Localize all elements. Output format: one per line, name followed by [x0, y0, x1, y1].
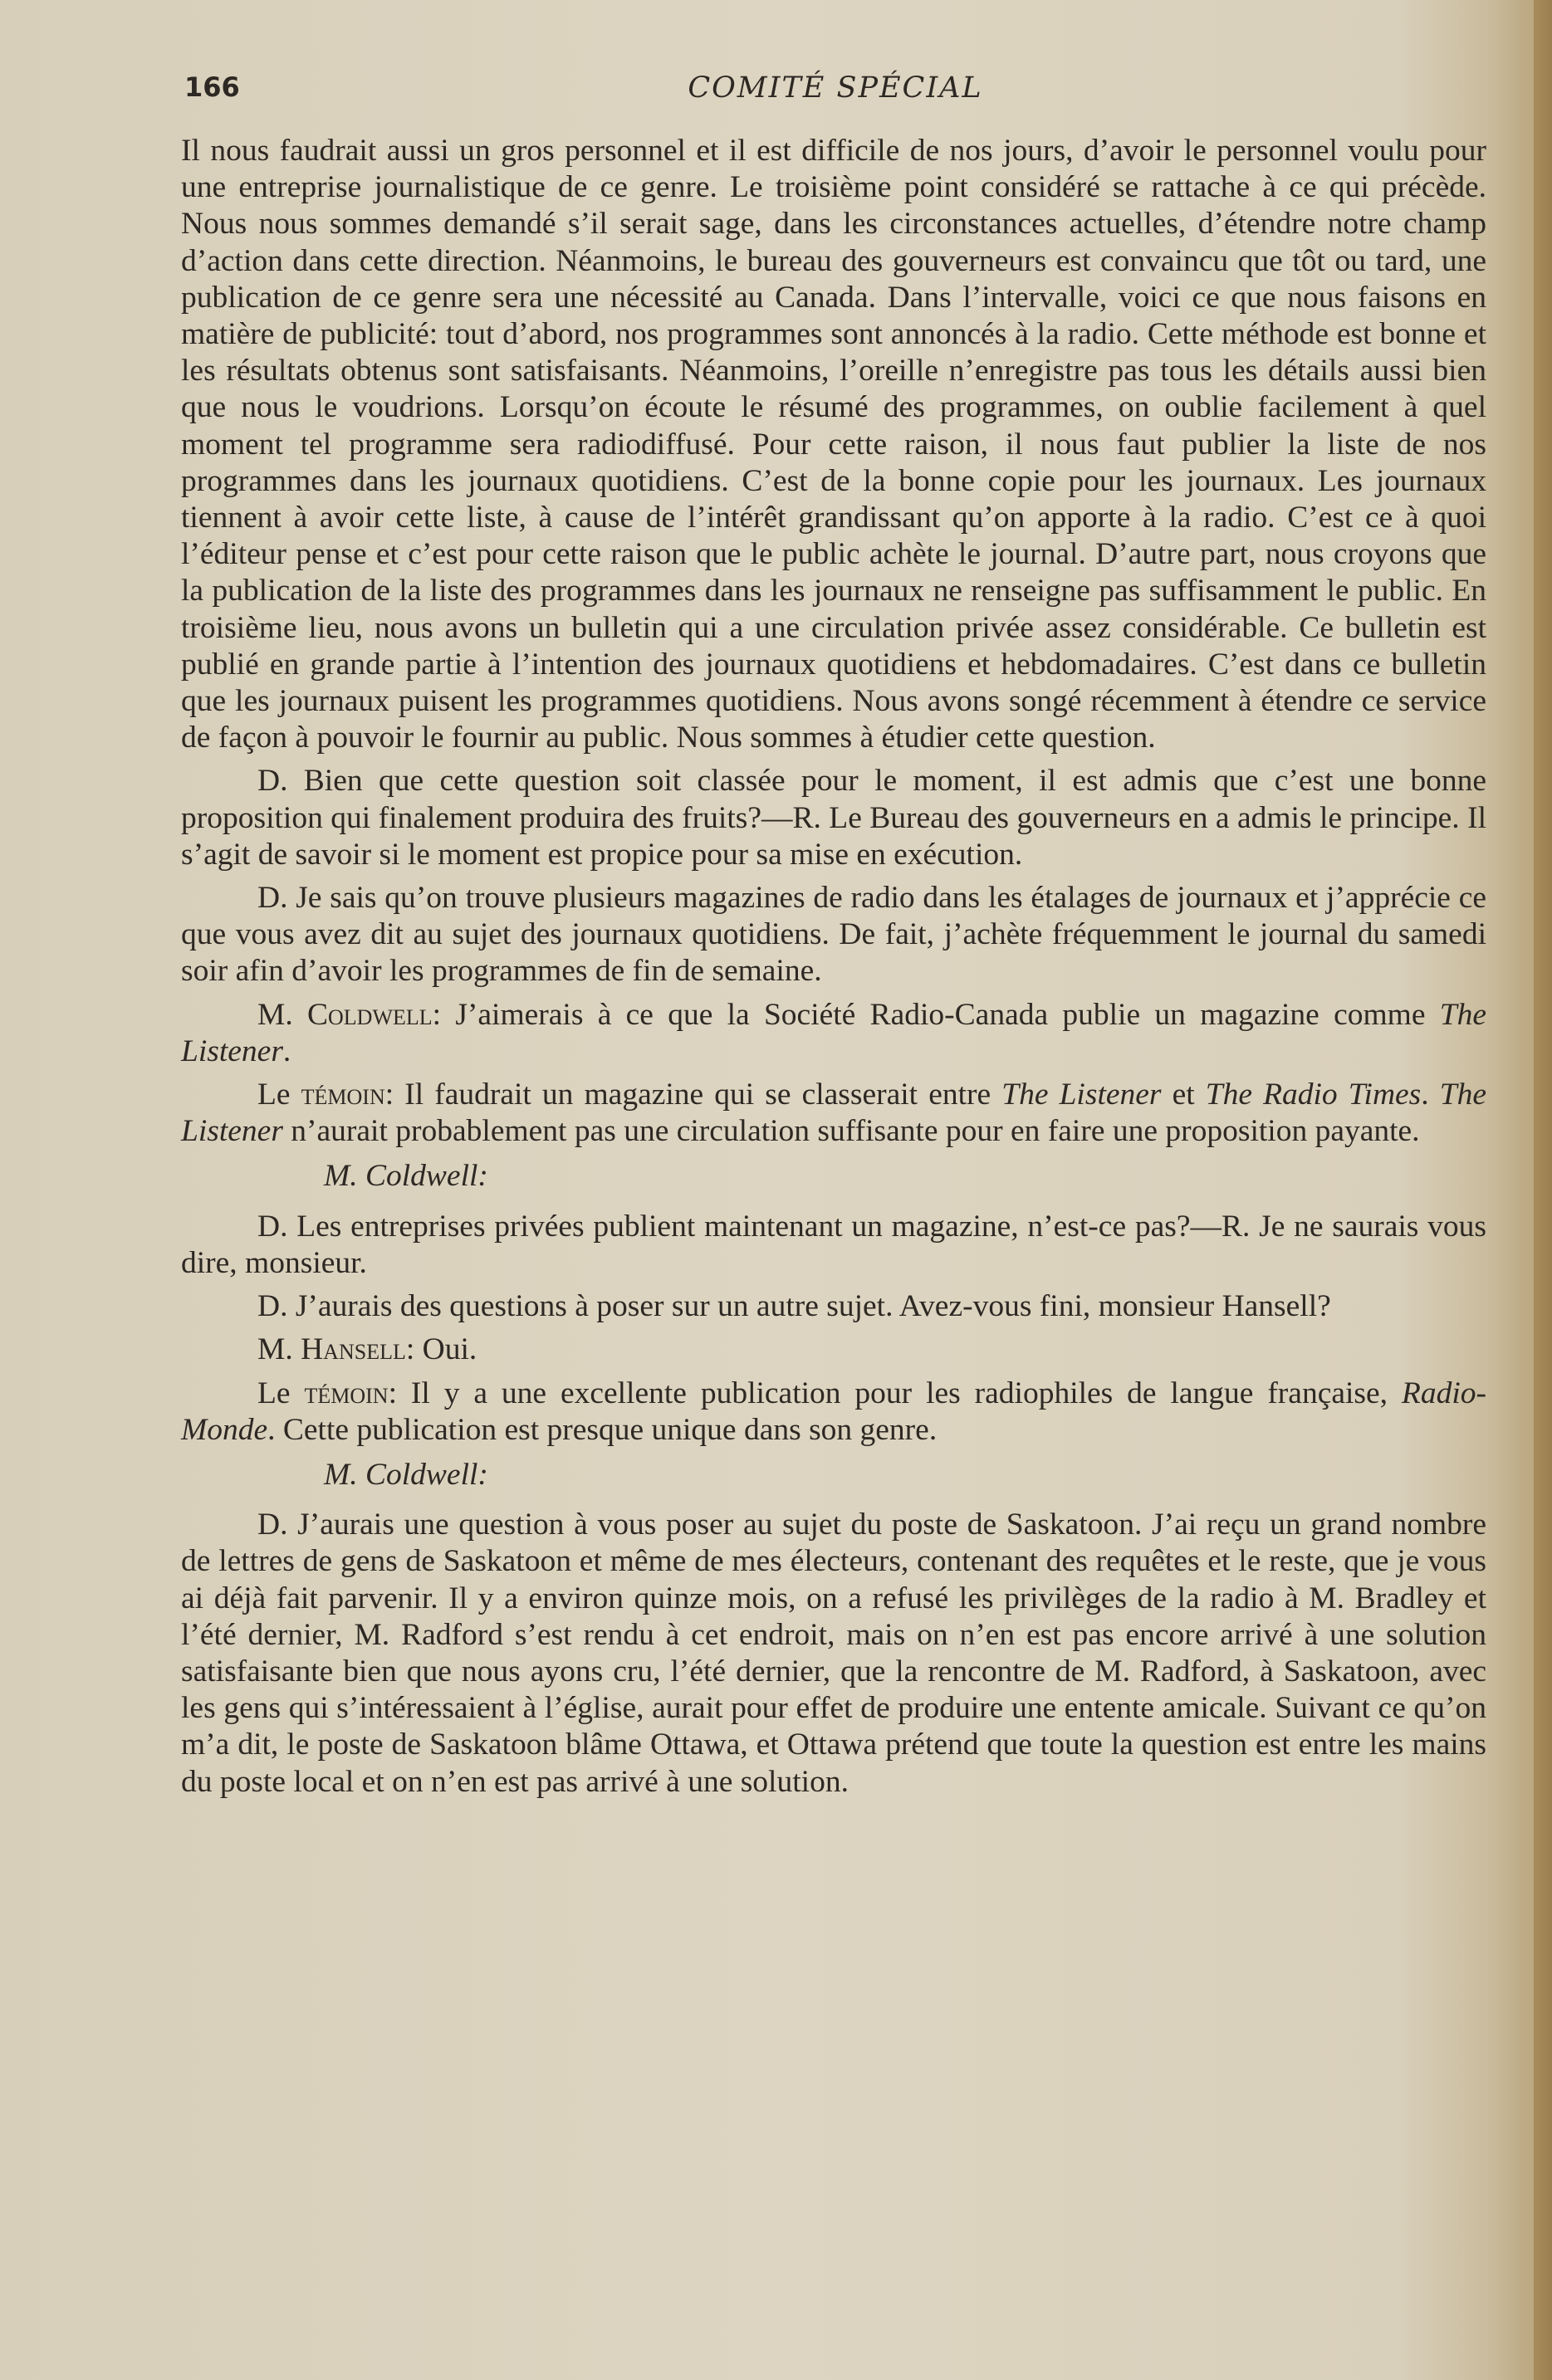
paragraph: [181, 997, 1486, 1070]
speaker-name: témoin: [304, 1376, 389, 1410]
text-run: n’aurait probablement pas une circulation suffisante pour en faire une proposition payante.: [282, 1114, 1420, 1149]
publication-title: The Radio Times: [1205, 1078, 1422, 1112]
text-run: .: [1421, 1078, 1440, 1112]
paragraph: D. J’aurais une question à vous poser au sujet du poste de Saskatoon. J’ai reçu un grand nombre de lettres de gens de Saskatoon et même de mes électeurs, contenant des requêtes et le reste, que je vous ai déjà fait parvenir. Il y a environ quinze mois, on a refusé les privilèges de la radio à M. Bradley et l’été dernier, M. Radford s’est rendu à cet endroit, mais on n’en est pas encore arrivé à une solution satisfaisante bien que nous ayons cru, l’été dernier, que la rencontre de M. Radford, à Saskatoon, avec les gens qui s’intéressaient à l’église, aurait pour effet de produire une entente amicale. Suivant ce qu’on m’a dit, le poste de Saskatoon blâme Ottawa, et Ottawa prétend que toute la question est entre les mains du poste local et on n’en est pas arrivé à une solution.: [181, 1508, 1486, 1799]
text-run: .: [282, 1034, 291, 1068]
text-run: Le: [257, 1078, 301, 1112]
paragraph: D. Bien que cette question soit classée pour le moment, il est admis que c’est une bonne proposition qui finalement produira des fruits?—R. Le Bureau des gouverneurs en a admis le principe. Il s’agit de savoir si le moment est propice pour sa mise en exécution.: [181, 764, 1486, 872]
paragraph: [181, 1376, 1486, 1449]
text-run: et: [1161, 1078, 1206, 1112]
body-text: [181, 133, 1486, 1807]
paragraph: [181, 1332, 1486, 1368]
text-run: : J’aimerais à ce que la Société Radio-Canada publie un magazine comme: [432, 997, 1440, 1032]
page-number: 166: [184, 71, 240, 103]
speaker-heading: M. Coldwell:: [324, 1457, 488, 1492]
text-run: : Oui.: [405, 1332, 477, 1367]
paragraph: D. Je sais qu’on trouve plusieurs magazines de radio dans les étalages de journaux et j’apprécie ce que vous avez dit au sujet des journaux quotidiens. De fait, j’achète fréquemment le journal du samedi soir afin d’avoir les programmes de fin de semaine.: [181, 881, 1486, 989]
text-run: : Il faudrait un magazine qui se classerait entre: [384, 1078, 1002, 1112]
speaker-heading: M. Coldwell:: [324, 1159, 488, 1194]
running-title: COMITÉ SPÉCIAL: [688, 71, 983, 105]
paragraph: D. J’aurais des questions à poser sur un autre sujet. Avez-vous fini, monsieur Hansell?: [257, 1289, 1331, 1324]
text-run: Le: [257, 1376, 305, 1410]
publication-title: Radio-Monde: [181, 1376, 1486, 1447]
text-run: M.: [257, 997, 307, 1032]
paragraph: D. Les entreprises privées publient maintenant un magazine, n’est-ce pas?—R. Je ne saurais vous dire, monsieur.: [181, 1209, 1486, 1280]
text-run: . Cette publication est presque unique dans son genre.: [267, 1412, 938, 1447]
speaker-name: Coldwell: [307, 997, 433, 1032]
speaker-name: Hansell: [301, 1332, 406, 1367]
page-header: [184, 71, 1486, 111]
text-run: : Il y a une excellente publication pour les radiophiles de langue française,: [388, 1376, 1402, 1410]
publication-title: The Listener: [181, 1078, 1486, 1149]
speaker-name: témoin: [301, 1078, 385, 1112]
paragraph: Il nous faudrait aussi un gros personnel et il est difficile de nos jours, d’avoir le personnel voulu pour une entreprise journalistique de ce genre. Le troisième point considéré se rattache à ce qui précède. Nous nous sommes demandé s’il serait sage, dans les circonstances actuelles, d’étendre notre champ d’action dans cette direction. Néanmoins, le bureau des gouverneurs est convaincu que tôt ou tard, une publication de ce genre sera une nécessité au Canada. Dans l’intervalle, voici ce que nous faisons en matière de publicité: tout d’abord, nos programmes sont annoncés à la radio. Cette méthode est bonne et les résultats obtenus sont satisfaisants. Néanmoins, l’oreille n’enregistre pas tous les détails aussi bien que nous le voudrions. Lorsqu’on écoute le résumé des programmes, on oublie facilement à quel moment tel programme sera radiodiffusé. Pour cette raison, il nous faut publier la liste de nos programmes dans les journaux quotidiens. C’est de la bonne copie pour les journaux. Les journaux tiennent à avoir cette liste, à cause de l’intérêt grandissant qu’on apporte à la radio. C’est ce à quoi l’éditeur pense et c’est pour cette raison que le public achète le journal. D’autre part, nous croyons que la publication de la liste des programmes dans les journaux ne renseigne pas suffisamment le public. En troisième lieu, nous avons un bulletin qui a une circulation privée assez considérable. Ce bulletin est publié en grande partie à l’intention des journaux quotidiens et hebdomadaires. C’est dans ce bulletin que les journaux puisent les programmes quotidiens. Nous avons songé récemment à étendre ce service de façon à pouvoir le fournir au public. Nous sommes à étudier cette question.: [181, 134, 1486, 755]
text-run: M.: [257, 1332, 301, 1367]
publication-title: The Listener: [181, 997, 1486, 1068]
paragraph: [181, 1077, 1486, 1150]
publication-title: The Listener: [1001, 1078, 1162, 1112]
page-edge: [1534, 0, 1552, 2380]
